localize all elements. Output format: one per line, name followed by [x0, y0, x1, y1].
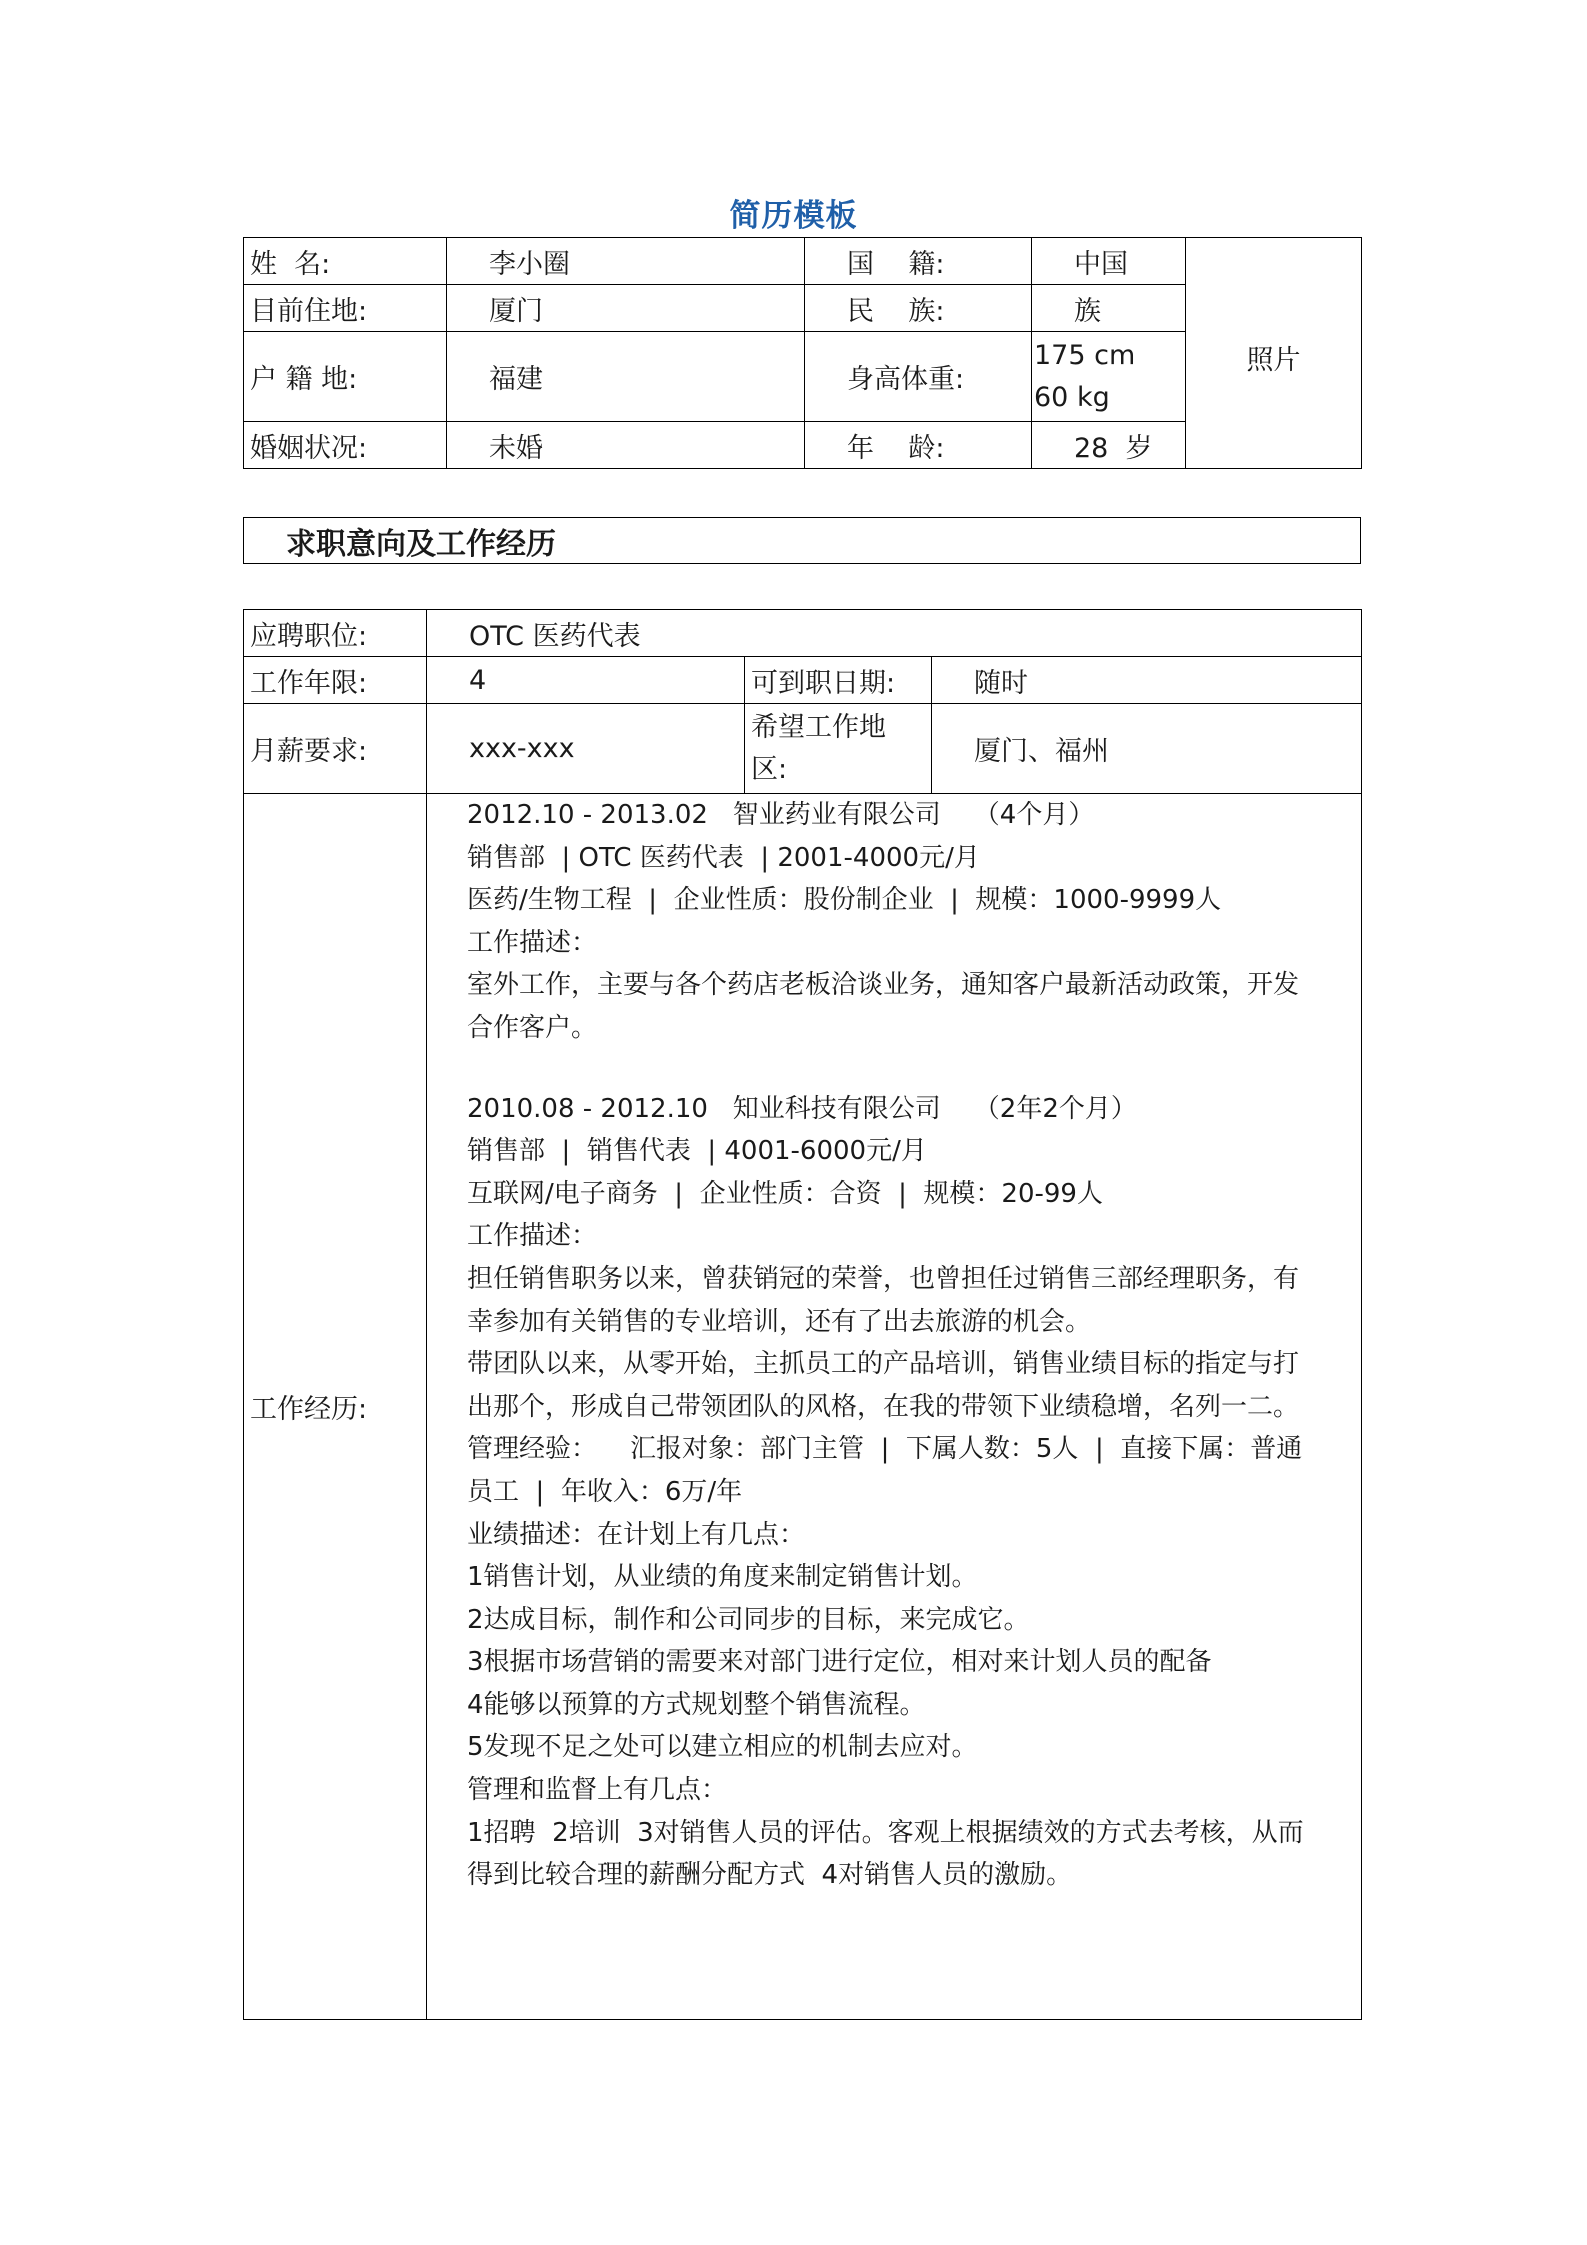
experience-line: 管理和监督上有几点： — [467, 1775, 728, 1806]
experience-line: 1销售计划，从业绩的角度来制定销售计划。 — [467, 1562, 978, 1593]
salary-label: 月薪要求: — [244, 704, 427, 794]
experience-line: 管理经验： 汇报对象：部门主管 | 下属人数：5人 | 直接下属：普通 — [467, 1434, 1303, 1465]
experience-line: 5发现不足之处可以建立相应的机制去应对。 — [467, 1732, 978, 1763]
page-title: 简历模板 — [729, 198, 858, 234]
experience-content — [427, 794, 1362, 2020]
experience-line: 合作客户。 — [467, 1012, 598, 1043]
height-value: 175 cm — [1034, 339, 1136, 371]
years-label: 工作年限: — [244, 657, 427, 704]
salary-value: xxx-xxx — [427, 704, 745, 794]
hukou-label: 户 籍 地: — [244, 332, 447, 422]
experience-entry-2 — [467, 1088, 1357, 1897]
age-value: 28 岁 — [1032, 422, 1186, 469]
experience-entry-1 — [467, 794, 1357, 1050]
experience-line: 医药/生物工程 | 企业性质：股份制企业 | 规模：1000-9999人 — [467, 885, 1222, 916]
experience-line: 工作描述： — [467, 1221, 598, 1252]
nationality-label: 国 籍: — [805, 238, 1032, 285]
experience-line: 4能够以预算的方式规划整个销售流程。 — [467, 1689, 926, 1720]
nationality-value: 中国 — [1032, 238, 1186, 285]
experience-line: 销售部 | OTC 医药代表 | 2001-4000元/月 — [467, 842, 980, 873]
available-label: 可到职日期: — [745, 657, 932, 704]
experience-line: 3根据市场营销的需要来对部门进行定位，相对来计划人员的配备 — [467, 1647, 1212, 1678]
experience-line: 1招聘 2培训 3对销售人员的评估。客观上根据绩效的方式去考核，从而 — [467, 1817, 1304, 1848]
height-weight-label: 身高体重: — [805, 332, 1032, 422]
ethnicity-label: 民 族: — [805, 285, 1032, 332]
experience-line: 2010.08 - 2012.10 知业科技有限公司 （2年2个月） — [467, 1093, 1137, 1124]
experience-line: 出那个，形成自己带领团队的风格，在我的带领下业绩稳增，名列一二。 — [467, 1391, 1300, 1422]
experience-line: 担任销售职务以来，曾获销冠的荣誉，也曾担任过销售三部经理职务，有 — [467, 1263, 1300, 1294]
marital-label: 婚姻状况: — [244, 422, 447, 469]
height-weight-value — [1032, 332, 1186, 422]
experience-line: 带团队以来，从零开始，主抓员工的产品培训，销售业绩目标的指定与打 — [467, 1349, 1300, 1380]
section-header-table — [243, 517, 1361, 564]
position-label: 应聘职位: — [244, 610, 427, 657]
experience-line: 得到比较合理的薪酬分配方式 4对销售人员的激励。 — [467, 1860, 1073, 1891]
experience-line: 室外工作，主要与各个药店老板洽谈业务，通知客户最新活动政策，开发 — [467, 970, 1300, 1001]
ethnicity-value: 族 — [1032, 285, 1186, 332]
residence-value: 厦门 — [447, 285, 805, 332]
years-value: 4 — [427, 657, 745, 704]
experience-line: 销售部 | 销售代表 | 4001-6000元/月 — [467, 1136, 927, 1167]
hukou-value: 福建 — [447, 332, 805, 422]
experience-line: 工作描述： — [467, 927, 598, 958]
position-value: OTC 医药代表 — [427, 610, 1362, 657]
experience-line: 幸参加有关销售的专业培训，还有了出去旅游的机会。 — [467, 1306, 1092, 1337]
experience-line: 互联网/电子商务 | 企业性质：合资 | 规模：20-99人 — [467, 1178, 1103, 1209]
experience-line: 员工 | 年收入：6万/年 — [467, 1476, 743, 1507]
experience-line: 业绩描述：在计划上有几点： — [467, 1519, 806, 1550]
marital-value: 未婚 — [447, 422, 805, 469]
experience-label: 工作经历: — [244, 794, 427, 2020]
weight-value: 60 kg — [1034, 381, 1110, 413]
name-value: 李小圈 — [447, 238, 805, 285]
name-label: 姓 名: — [244, 238, 447, 285]
location-value: 厦门、福州 — [932, 704, 1362, 794]
location-label: 希望工作地区: — [745, 704, 932, 794]
experience-line: 2012.10 - 2013.02 智业药业有限公司 （4个月） — [467, 800, 1095, 830]
available-value: 随时 — [932, 657, 1362, 704]
job-intent-table — [243, 609, 1362, 2020]
basic-info-table — [243, 237, 1362, 469]
photo-placeholder: 照片 — [1186, 238, 1362, 469]
residence-label: 目前住地: — [244, 285, 447, 332]
age-label: 年 龄: — [805, 422, 1032, 469]
experience-line: 2达成目标，制作和公司同步的目标，来完成它。 — [467, 1604, 1030, 1635]
section-title: 求职意向及工作经历 — [244, 518, 1361, 564]
